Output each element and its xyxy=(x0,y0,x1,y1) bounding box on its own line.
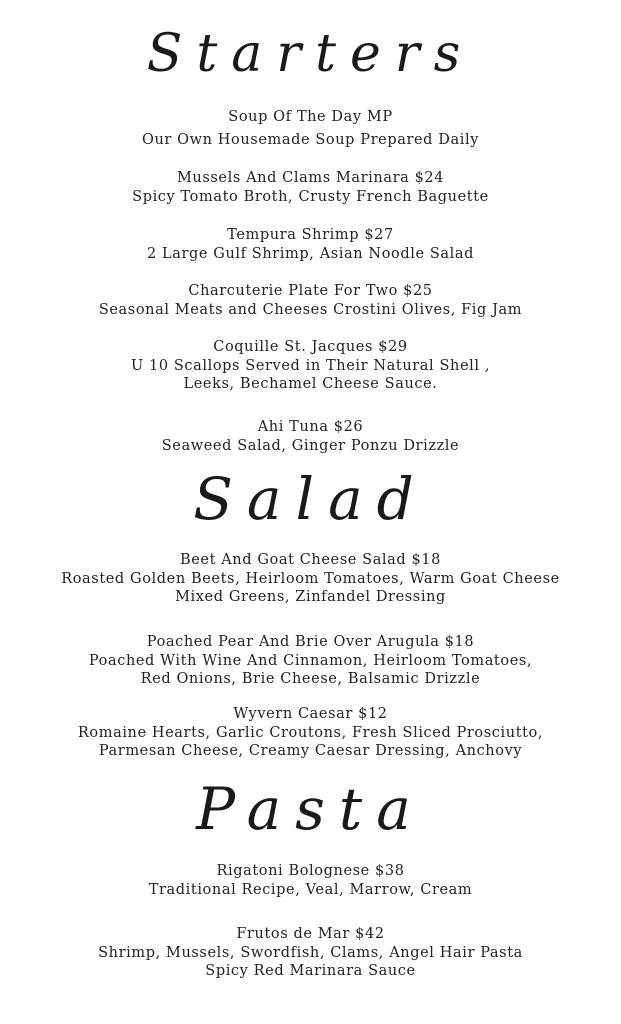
item-title: Frutos de Mar $42 xyxy=(236,926,385,942)
menu-item-poached-pear xyxy=(0,633,621,689)
item-description: Romaine Hearts, Garlic Croutons, Fresh Sliced Prosciutto, xyxy=(77,724,544,741)
item-description: Spicy Red Marinara Sauce xyxy=(205,963,416,979)
menu-item-charcuterie xyxy=(0,282,621,319)
item-title: Charcuterie Plate For Two $25 xyxy=(188,283,433,299)
item-description: Our Own Housemade Soup Prepared Daily xyxy=(141,131,480,148)
item-description: Spicy Tomato Broth, Crusty French Baguette xyxy=(132,188,489,205)
menu-item-soup xyxy=(0,108,621,149)
item-title: Tempura Shrimp $27 xyxy=(227,227,394,243)
section-heading-pasta: Pasta xyxy=(196,775,425,843)
item-description: Poached With Wine And Cinnamon, Heirloom Tomatoes, xyxy=(88,652,533,669)
item-description: 2 Large Gulf Shrimp, Asian Noodle Salad xyxy=(146,245,475,262)
item-description: Red Onions, Brie Cheese, Balsamic Drizzle xyxy=(140,671,481,687)
menu-item-mussels xyxy=(0,169,621,206)
item-description: Roasted Golden Beets, Heirloom Tomatoes, Warm Goat Cheese xyxy=(61,570,560,587)
item-description: Seaweed Salad, Ginger Ponzu Drizzle xyxy=(161,437,460,454)
item-description: Shrimp, Mussels, Swordfish, Clams, Angel Hair Pasta xyxy=(98,944,523,961)
item-description: Parmesan Cheese, Creamy Caesar Dressing, Anchovy xyxy=(98,743,523,759)
item-title: Rigatoni Bolognese $38 xyxy=(216,863,405,879)
menu-item-wyvern-caesar xyxy=(0,705,621,761)
item-title: Beet And Goat Cheese Salad $18 xyxy=(179,552,441,568)
item-title: Soup Of The Day MP xyxy=(228,109,393,125)
section-heading-starters: Starters xyxy=(146,24,475,84)
menu-item-frutos-de-mar xyxy=(0,925,621,981)
item-title: Poached Pear And Brie Over Arugula $18 xyxy=(146,634,475,650)
item-description: Leeks, Bechamel Cheese Sauce. xyxy=(183,376,438,392)
menu-item-ahi-tuna xyxy=(0,418,621,455)
section-heading-salad: Salad xyxy=(193,465,428,533)
item-title: Coquille St. Jacques $29 xyxy=(213,339,408,355)
item-title: Wyvern Caesar $12 xyxy=(233,706,388,722)
item-title: Ahi Tuna $26 xyxy=(257,419,364,435)
item-title: Mussels And Clams Marinara $24 xyxy=(176,170,445,186)
item-description: Seasonal Meats and Cheeses Crostini Olives, Fig Jam xyxy=(98,301,523,318)
menu-item-beet-goat-cheese xyxy=(0,551,621,607)
menu-item-tempura-shrimp xyxy=(0,226,621,263)
item-description: Mixed Greens, Zinfandel Dressing xyxy=(175,589,446,605)
menu-item-rigatoni-bolognese xyxy=(0,862,621,899)
menu-item-coquille xyxy=(0,338,621,394)
item-description: U 10 Scallops Served in Their Natural Shell , xyxy=(130,357,491,374)
item-description: Traditional Recipe, Veal, Marrow, Cream xyxy=(148,881,473,898)
